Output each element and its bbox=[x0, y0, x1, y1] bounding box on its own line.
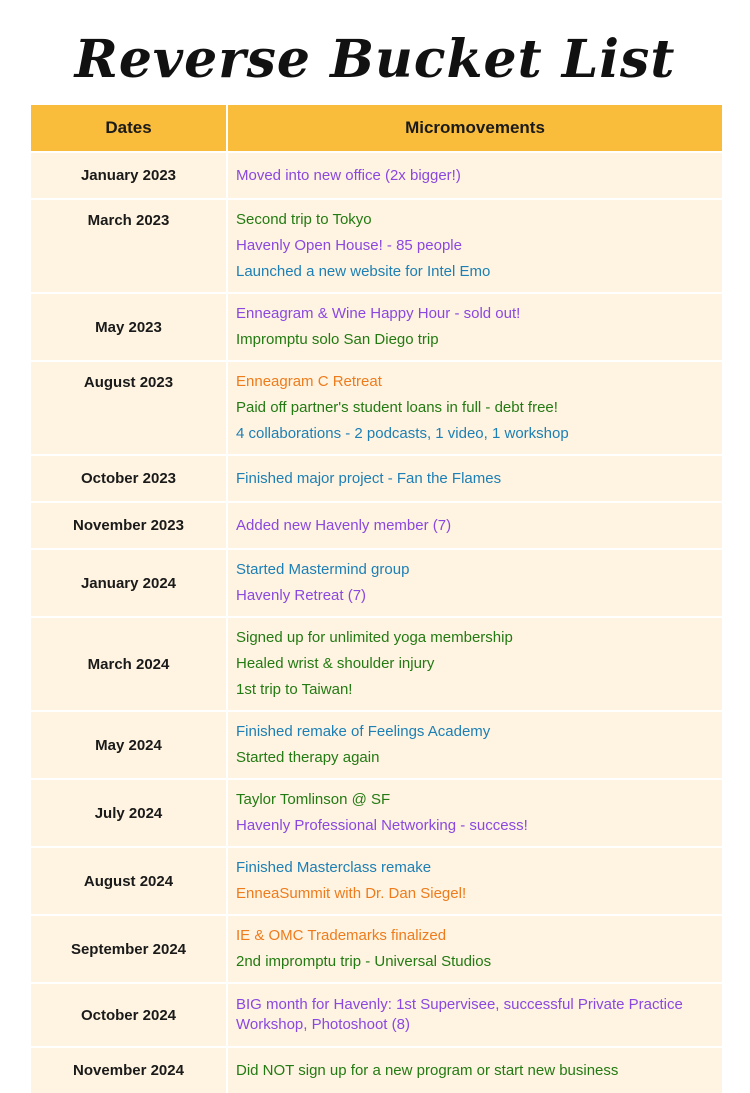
row-date: March 2024 bbox=[31, 617, 227, 711]
list-item: Havenly Professional Networking - success! bbox=[236, 817, 528, 834]
row-date: May 2024 bbox=[31, 711, 227, 779]
row-items bbox=[227, 549, 722, 617]
table-row bbox=[31, 1047, 722, 1093]
row-date: October 2023 bbox=[31, 455, 227, 502]
list-item: Started therapy again bbox=[236, 749, 380, 766]
list-item: Second trip to Tokyo bbox=[236, 211, 372, 228]
row-date: January 2023 bbox=[31, 152, 227, 199]
row-items bbox=[227, 915, 722, 983]
list-item: Moved into new office (2x bigger!) bbox=[236, 166, 461, 184]
list-item: Taylor Tomlinson @ SF bbox=[236, 791, 391, 808]
list-item: Paid off partner's student loans in full - debt free! bbox=[236, 399, 558, 416]
row-date: August 2024 bbox=[31, 847, 227, 915]
row-items bbox=[227, 293, 722, 361]
list-item: 1st trip to Taiwan! bbox=[236, 681, 353, 698]
list-item: EnneaSummit with Dr. Dan Siegel! bbox=[236, 885, 467, 902]
row-items bbox=[227, 361, 722, 455]
row-date: November 2024 bbox=[31, 1047, 227, 1093]
table-header-row bbox=[31, 105, 722, 152]
list-item: Enneagram & Wine Happy Hour - sold out! bbox=[236, 305, 521, 322]
list-item: IE & OMC Trademarks finalized bbox=[236, 927, 447, 944]
row-items bbox=[227, 983, 722, 1047]
table-row bbox=[31, 915, 722, 983]
table-row bbox=[31, 455, 722, 502]
row-date: November 2023 bbox=[31, 502, 227, 549]
row-items bbox=[227, 847, 722, 915]
table-row bbox=[31, 711, 722, 779]
row-date: March 2023 bbox=[31, 199, 227, 293]
row-items bbox=[227, 502, 722, 549]
table-row bbox=[31, 779, 722, 847]
row-items bbox=[227, 1047, 722, 1093]
row-date: July 2024 bbox=[31, 779, 227, 847]
row-items bbox=[227, 152, 722, 199]
table-row bbox=[31, 502, 722, 549]
list-item: Signed up for unlimited yoga membership bbox=[236, 629, 513, 646]
header-dates: Dates bbox=[31, 105, 227, 152]
list-item: 4 collaborations - 2 podcasts, 1 video, 1 workshop bbox=[236, 425, 569, 442]
table-row bbox=[31, 361, 722, 455]
list-item: Did NOT sign up for a new program or start new business bbox=[236, 1061, 619, 1079]
row-date: August 2023 bbox=[31, 361, 227, 455]
row-date: May 2023 bbox=[31, 293, 227, 361]
list-item: 2nd impromptu trip - Universal Studios bbox=[236, 953, 492, 970]
table-row bbox=[31, 983, 722, 1047]
row-date: October 2024 bbox=[31, 983, 227, 1047]
table-row bbox=[31, 293, 722, 361]
list-item: Finished remake of Feelings Academy bbox=[236, 723, 491, 740]
header-micromovements: Micromovements bbox=[227, 105, 722, 152]
row-items bbox=[227, 711, 722, 779]
row-items bbox=[227, 199, 722, 293]
row-items bbox=[227, 617, 722, 711]
table-row bbox=[31, 847, 722, 915]
list-item: Havenly Open House! - 85 people bbox=[236, 237, 462, 254]
table-row bbox=[31, 152, 722, 199]
list-item: Added new Havenly member (7) bbox=[236, 516, 452, 534]
list-item: Healed wrist & shoulder injury bbox=[236, 655, 435, 672]
table-row bbox=[31, 617, 722, 711]
list-item: Finished Masterclass remake bbox=[236, 859, 432, 876]
table-row bbox=[31, 549, 722, 617]
list-item: Enneagram C Retreat bbox=[236, 373, 382, 390]
list-item: Started Mastermind group bbox=[236, 561, 410, 578]
table-row bbox=[31, 199, 722, 293]
row-items bbox=[227, 779, 722, 847]
bucket-list-table bbox=[31, 105, 722, 1093]
list-item: Finished major project - Fan the Flames bbox=[236, 469, 502, 487]
list-item: Launched a new website for Intel Emo bbox=[236, 263, 491, 280]
row-items bbox=[227, 455, 722, 502]
list-item: BIG month for Havenly: 1st Supervisee, successful Private Practice Workshop, Photoshoot (8) bbox=[236, 996, 683, 1033]
row-date: September 2024 bbox=[31, 915, 227, 983]
page-title: Reverse Bucket List bbox=[74, 29, 676, 90]
list-item: Impromptu solo San Diego trip bbox=[236, 331, 439, 348]
row-date: January 2024 bbox=[31, 549, 227, 617]
list-item: Havenly Retreat (7) bbox=[236, 587, 367, 604]
